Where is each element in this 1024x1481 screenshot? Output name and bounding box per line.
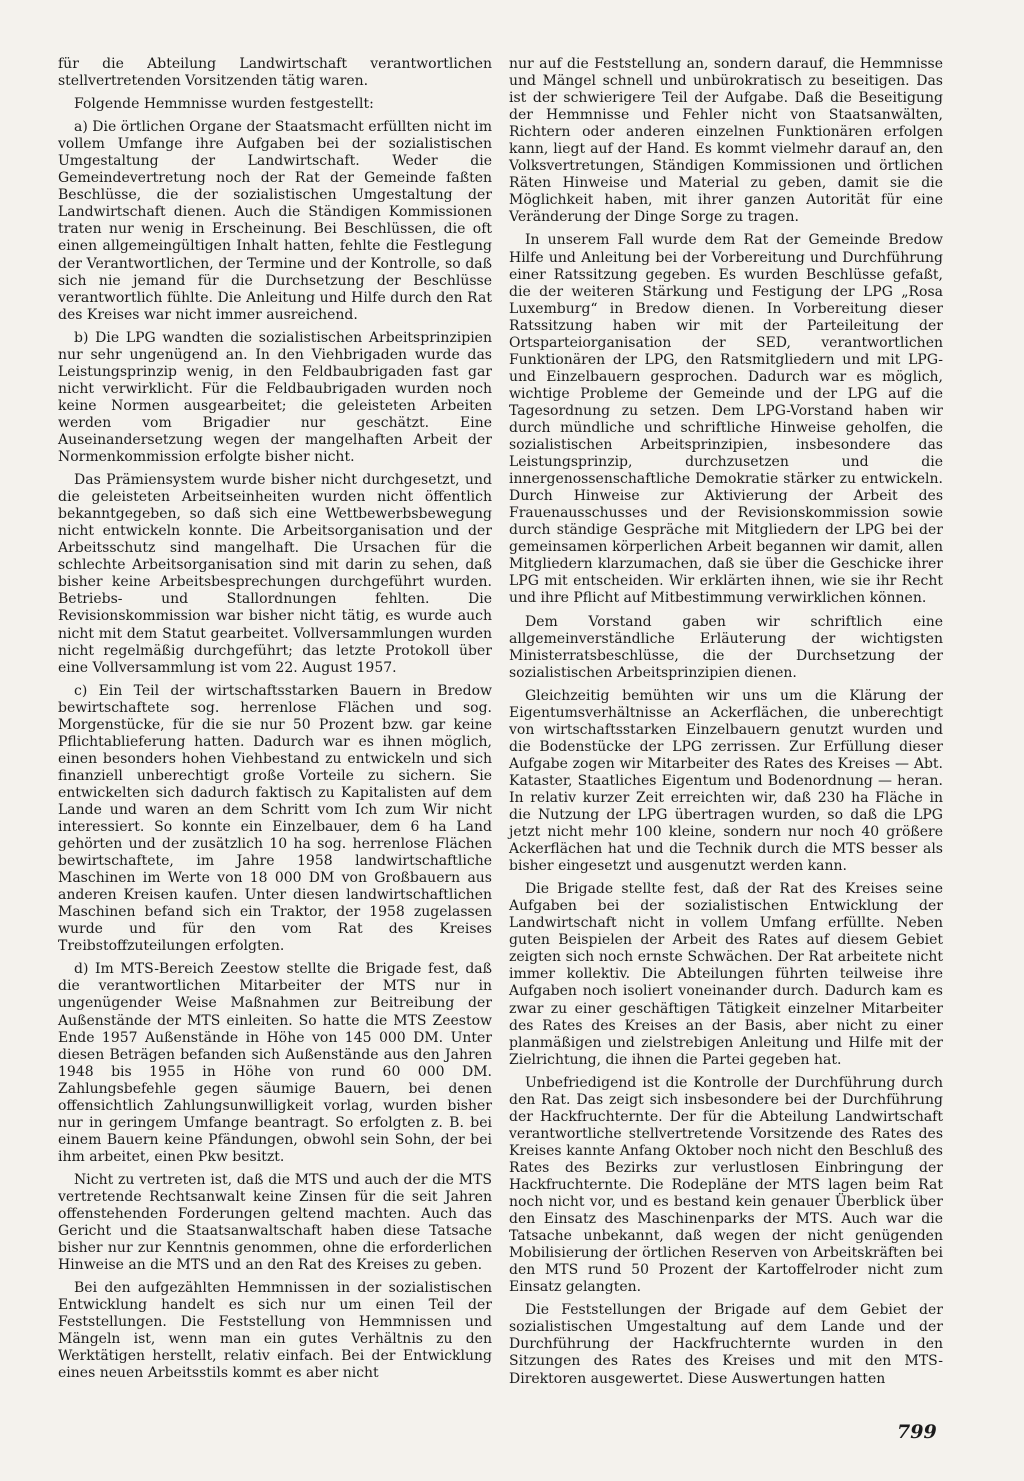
paragraph: Dem Vorstand gaben wir schriftlich eine allgemeinverständliche Erläuterung der wichtigsten Ministerratsbeschlüsse, die der Durchsetzung der sozialistischen Arbeitsprinzipien dienen. <box>509 613 943 681</box>
left-column <box>58 56 492 1389</box>
paragraph: Die Brigade stellte fest, daß der Rat des Kreises seine Aufgaben bei der sozialistischen Entwicklung der Landwirtschaft nicht in vollem Umfang erfüllte. Neben guten Beispielen der Arbeit des Rates auf diesem Gebiet zeigten sich noch ernste Schwächen. Der Rat arbeitete nicht immer kollektiv. Die Abteilungen führten teilweise ihre Aufgaben noch isoliert voneinander durch. Dadurch kam es zwar zu einer geschäftigen Tätigkeit einzelner Mitarbeiter des Rates des Kreises an der Basis, aber nicht zu einer planmäßigen und zielstrebigen Anleitung und Hilfe mit der Zielrichtung, die ihnen die Partei gegeben hat. <box>509 881 943 1068</box>
paragraph: c) Ein Teil der wirtschaftsstarken Bauern in Bredow bewirtschaftete sog. herrenlose Flächen und sog. Morgenstücke, für die sie nur 50 Prozent bzw. gar keine Pflichtablieferung hatten. Dadurch war es ihnen möglich, einen besonders hohen Viehbestand zu entwickeln und sich finanziell unberechtigt große Vorteile zu sichern. Sie entwickelten sich dadurch faktisch zu Kapitalisten auf dem Lande und waren an dem Schritt vom Ich zum Wir nicht interessiert. So konnte ein Einzelbauer, dem 6 ha Land gehörten und der zusätzlich 10 ha sog. herrenlose Flächen bewirtschaftete, im Jahre 1958 landwirtschaftliche Maschinen im Werte von 18 000 DM von Großbauern aus anderen Kreisen kaufen. Unter diesen landwirtschaftlichen Maschinen befand sich ein Traktor, der 1958 zugelassen wurde und für den vom Rat des Kreises Treibstoffzuteilungen erfolgten. <box>58 682 492 955</box>
paragraph: Bei den aufgezählten Hemmnissen in der sozialistischen Entwicklung handelt es sich nur um einen Teil der Feststellungen. Die Feststellung von Hemmnissen und Mängeln ist, wenn man ein gutes Verhältnis zu den Werktätigen herstellt, relativ einfach. Bei der Entwicklung eines neuen Arbeitsstils kommt es aber nicht <box>58 1280 492 1382</box>
paragraph: nur auf die Feststellung an, sondern darauf, die Hemmnisse und Mängel schnell und unbürokratisch zu beseitigen. Das ist der schwierigere Teil der Aufgabe. Daß die Beseitigung der Hemmnisse und Fehler nicht von Staatsanwälten, Richtern oder anderen einzelnen Funktionären erfolgen kann, liegt auf der Hand. Es kommt vielmehr darauf an, den Volksvertretungen, Ständigen Kommissionen und örtlichen Räten Hinweise und Material zu geben, damit sie die Möglichkeit haben, mit ihrer ganzen Autorität für eine Veränderung der Dinge Sorge zu tragen. <box>509 56 943 226</box>
paragraph: Die Feststellungen der Brigade auf dem Gebiet der sozialistischen Umgestaltung auf dem Lande und der Durchführung der Hackfruchternte wurden in den Sitzungen des Rates des Kreises und mit den MTS-Direktoren ausgewertet. Diese Auswertungen hatten <box>509 1302 943 1387</box>
paragraph: Das Prämiensystem wurde bisher nicht durchgesetzt, und die geleisteten Arbeitseinheiten wurden nicht öffentlich bekanntgegeben, so daß sich eine Wettbewerbsbewegung nicht entwickeln konnte. Die Arbeitsorganisation und der Arbeitsschutz sind mangelhaft. Die Ursachen für die schlechte Arbeitsorganisation sind mit darin zu sehen, daß bisher keine Arbeitsbesprechungen durchgeführt wurden. Betriebs- und Stallordnungen fehlten. Die Revisionskommission war bisher nicht tätig, es wurde auch nicht mit dem Statut gearbeitet. Vollversammlungen wurden nicht regelmäßig durchgeführt; das letzte Protokoll über eine Vollversammlung ist vom 22. August 1957. <box>58 472 492 676</box>
right-column <box>509 56 943 1394</box>
paragraph: Nicht zu vertreten ist, daß die MTS und auch der die MTS vertretende Rechtsanwalt keine Zinsen für die seit Jahren offenstehenden Forderungen geltend machten. Auch das Gericht und die Staatsanwaltschaft haben diese Tatsache bisher nur zur Kenntnis genommen, ohne die erforderlichen Hinweise an die MTS und an den Rat des Kreises zu geben. <box>58 1171 492 1274</box>
paragraph: Folgende Hemmnisse wurden festgestellt: <box>74 96 374 113</box>
paragraph: b) Die LPG wandten die sozialistischen Arbeitsprinzipien nur sehr ungenügend an. In den Viehbrigaden wurde das Leistungsprinzip wenig, in den Feldbaubrigaden fast gar nicht verwirklicht. Für die Feldbaubrigaden wurden noch keine Normen ausgearbeitet; die geleisteten Arbeiten werden vom Brigadier nur geschätzt. Eine Auseinandersetzung wegen der mangelhaften Arbeit der Normenkommission erfolgte bisher nicht. <box>58 329 492 466</box>
page-number: 799 <box>897 1421 937 1443</box>
paragraph: d) Im MTS-Bereich Zeestow stellte die Brigade fest, daß die verantwortlichen Mitarbeiter der MTS nur in ungenügender Weise Maßnahmen zur Beitreibung der Außenstände der MTS einleiten. So hatte die MTS Zeestow Ende 1957 Außenstände in Höhe von 145 000 DM. Unter diesen Beträgen befanden sich Außenstände aus den Jahren 1948 bis 1955 in Höhe von rund 60 000 DM. Zahlungsbefehle gegen säumige Bauern, bei denen offensichtlich Zahlungsunwilligkeit vorlag, wurden bisher nur in geringem Umfange beantragt. So erfolgten z. B. bei einem Bauern keine Pfändungen, obwohl sein Sohn, der bei ihm arbeitet, einen Pkw besitzt. <box>58 961 492 1165</box>
paragraph: a) Die örtlichen Organe der Staatsmacht erfüllten nicht im vollem Umfange ihre Aufgaben bei der sozialistischen Umgestaltung der Landwirtschaft. Weder die Gemeindevertretung noch der Rat der Gemeinde faßten Beschlüsse, die der sozialistischen Umgestaltung der Landwirtschaft dienen. Auch die Ständigen Kommissionen traten nur wenig in Erscheinung. Bei Beschlüssen, die oft einen allgemeingültigen Inhalt hatten, fehlte die Festlegung der Verantwortlichen, der Termine und der Kontrolle, so daß sich nie jemand für die Durchsetzung der Beschlüsse verantwortlich fühlte. Die Anleitung und Hilfe durch den Rat des Kreises war nicht immer ausreichend. <box>58 119 492 323</box>
paragraph: Gleichzeitig bemühten wir uns um die Klärung der Eigentumsverhältnisse an Ackerflächen, die unberechtigt von wirtschaftsstarken Einzelbauern genutzt wurden und die Bodenstücke der LPG zerrissen. Zur Erfüllung dieser Aufgabe zogen wir Mitarbeiter des Rates des Kreises — Abt. Kataster, Staatliches Eigentum und Bodenordnung — heran. In relativ kurzer Zeit erreichten wir, daß 230 ha Fläche in die Nutzung der LPG übertragen wurden, so daß die LPG jetzt nicht mehr 100 kleine, sondern nur noch 40 größere Ackerflächen hat und die Technik durch die MTS besser als bisher eingesetzt und ausgenutzt werden kann. <box>509 687 943 875</box>
paragraph: für die Abteilung Landwirtschaft verantwortlichen stellvertretenden Vorsitzenden tätig waren. <box>58 56 492 90</box>
paragraph: In unserem Fall wurde dem Rat der Gemeinde Bredow Hilfe und Anleitung bei der Vorbereitung und Durchführung einer Ratssitzung gegeben. Es wurden Beschlüsse gefaßt, die der weiteren Stärkung und Festigung der LPG „Rosa Luxemburg“ in Bredow dienen. In Vorbereitung dieser Ratssitzung haben wir mit der Parteileitung der Ortsparteiorganisation der SED, verantwortlichen Funktionären der LPG, den Ratsmitgliedern und mit LPG- und Einzelbauern gesprochen. Dadurch war es möglich, wichtige Probleme der Gemeinde und der LPG auf die Tagesordnung zu setzen. Dem LPG-Vorstand haben wir durch mündliche und schriftliche Hinweise geholfen, die sozialistischen Arbeitsprinzipien, insbesondere das Leistungsprinzip, durchzusetzen und die innergenossenschaftliche Demokratie stärker zu entwickeln. Durch Hinweise zur Aktivierung der Arbeit des Frauenausschusses und der Revisionskommission sowie durch ständige Gespräche mit Mitgliedern der LPG bei der gemeinsamen körperlichen Arbeit begannen wir damit, allen Mitgliedern klarzumachen, daß sie über die Geschicke ihrer LPG mit entscheiden. Wir erklärten ihnen, wie sie ihr Recht und ihre Pflicht auf Mitbestimmung verwirklichen können. <box>509 232 943 607</box>
paragraph: Unbefriedigend ist die Kontrolle der Durchführung durch den Rat. Das zeigt sich insbesondere bei der Durchführung der Hackfruchternte. Der für die Abteilung Landwirtschaft verantwortliche stellvertretende Vorsitzende des Rates des Kreises kannte Anfang Oktober noch nicht den Beschluß des Rates des Bezirks zur verlustlosen Einbringung der Hackfruchternte. Die Rodepläne der MTS lagen beim Rat noch nicht vor, und es bestand kein genauer Überblick über den Einsatz des Maschinenparks der MTS. Auch war die Tatsache unbekannt, daß wegen der nicht genügenden Mobilisierung der örtlichen Reserven von Arbeitskräften bei den MTS rund 50 Prozent der Kartoffelroder nicht zum Einsatz gelangten. <box>509 1074 943 1296</box>
